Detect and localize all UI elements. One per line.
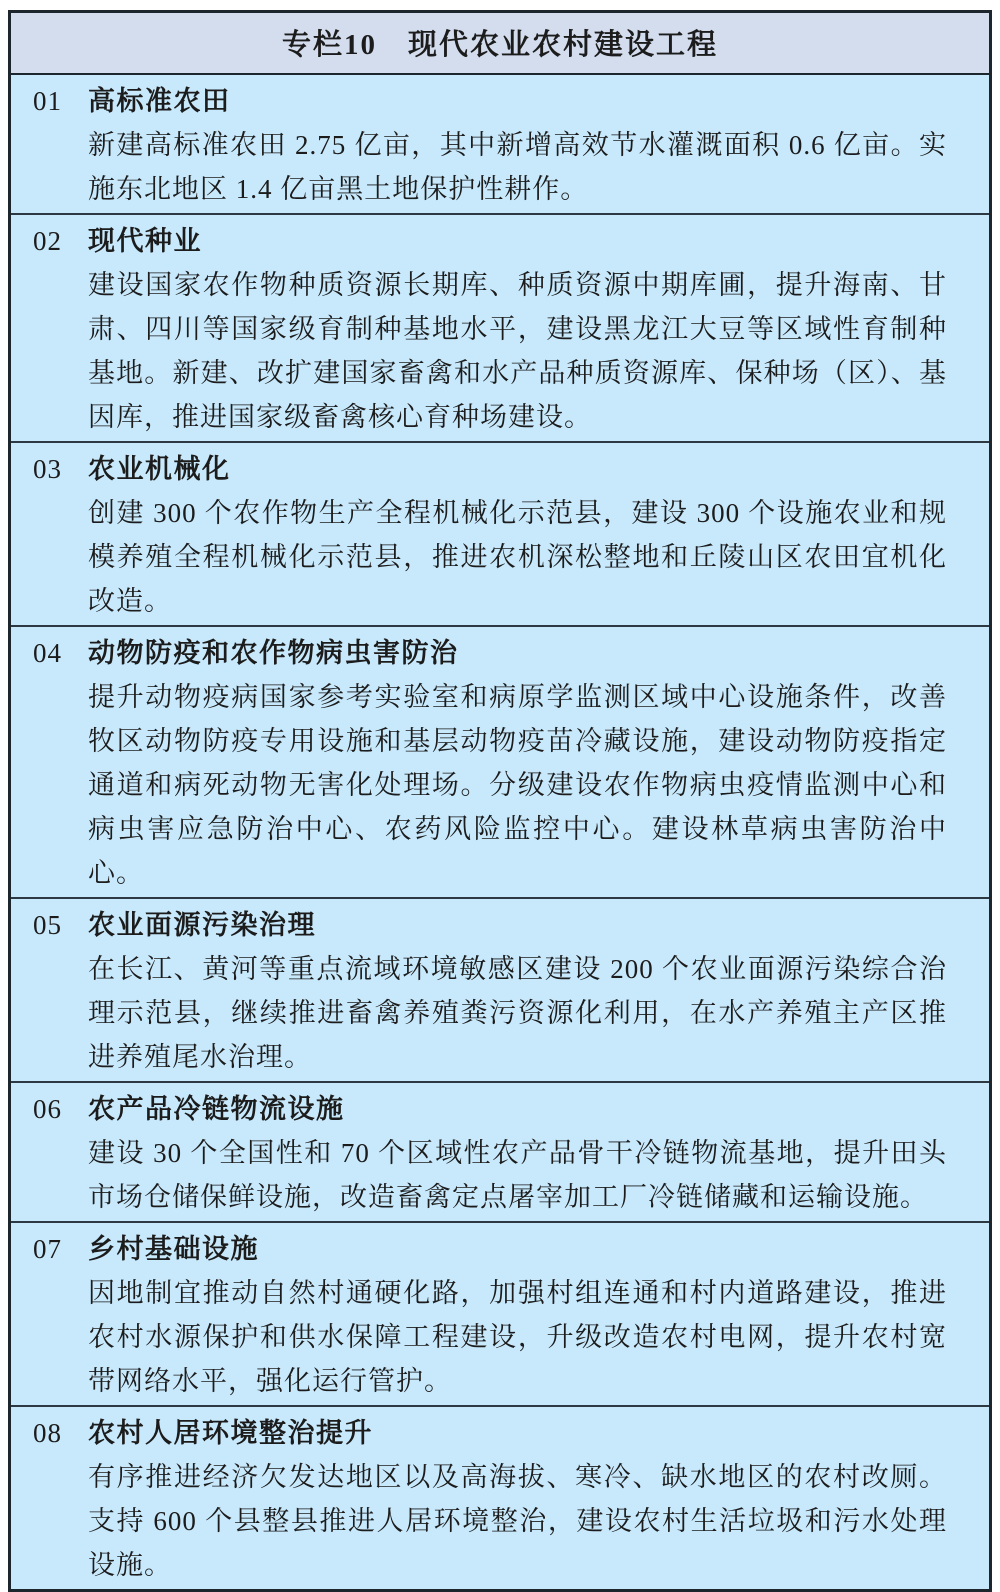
- section-number: 04: [33, 638, 62, 668]
- section-heading: 动物防疫和农作物病虫害防治: [88, 638, 459, 668]
- section-heading: 农村人居环境整治提升: [88, 1418, 373, 1448]
- section-heading-row: [33, 79, 947, 123]
- section-heading: 农产品冷链物流设施: [88, 1094, 345, 1124]
- section-heading-row: [33, 1227, 947, 1271]
- panel-title: 专栏10 现代农业农村建设工程: [11, 13, 989, 75]
- section-heading: 现代种业: [88, 226, 202, 256]
- section-body: 创建 300 个农作物生产全程机械化示范县，建设 300 个设施农业和规模养殖全程机械化示范县，推进农机深松整地和丘陵山区农田宜机化改造。: [88, 498, 947, 616]
- section-number: 06: [33, 1094, 62, 1124]
- section-number: 07: [33, 1234, 62, 1264]
- section-01: [11, 75, 989, 215]
- section-03: [11, 443, 989, 627]
- section-08: [11, 1407, 989, 1589]
- section-heading-row: [33, 903, 947, 947]
- section-number: 01: [33, 86, 62, 116]
- section-heading: 乡村基础设施: [88, 1234, 259, 1264]
- section-number: 02: [33, 226, 62, 256]
- section-body: 建设国家农作物种质资源长期库、种质资源中期库圃，提升海南、甘肃、四川等国家级育制种基地水平，建设黑龙江大豆等区域性育制种基地。新建、改扩建国家畜禽和水产品种质资源库、保种场（区）、基因库，推进国家级畜禽核心育种场建设。: [88, 270, 947, 432]
- section-number: 05: [33, 910, 62, 940]
- section-number: 08: [33, 1418, 62, 1448]
- section-heading-row: [33, 219, 947, 263]
- section-heading: 农业面源污染治理: [88, 910, 316, 940]
- plan-box: [8, 10, 992, 1592]
- section-body: 有序推进经济欠发达地区以及高海拔、寒冷、缺水地区的农村改厕。支持 600 个县整县推进人居环境整治，建设农村生活垃圾和污水处理设施。: [88, 1462, 947, 1580]
- section-05: [11, 899, 989, 1083]
- section-04: [11, 627, 989, 899]
- section-number: 03: [33, 454, 62, 484]
- section-07: [11, 1223, 989, 1407]
- section-heading-row: [33, 1087, 947, 1131]
- section-06: [11, 1083, 989, 1223]
- section-heading-row: [33, 631, 947, 675]
- section-heading-row: [33, 1411, 947, 1455]
- section-body: 在长江、黄河等重点流域环境敏感区建设 200 个农业面源污染综合治理示范县，继续推进畜禽养殖粪污资源化利用，在水产养殖主产区推进养殖尾水治理。: [88, 954, 947, 1072]
- section-body: 提升动物疫病国家参考实验室和病原学监测区域中心设施条件，改善牧区动物防疫专用设施和基层动物疫苗冷藏设施，建设动物防疫指定通道和病死动物无害化处理场。分级建设农作物病虫疫情监测中心和病虫害应急防治中心、农药风险监控中心。建设林草病虫害防治中心。: [88, 682, 947, 888]
- section-02: [11, 215, 989, 443]
- section-heading: 农业机械化: [88, 454, 231, 484]
- section-heading: 高标准农田: [88, 86, 231, 116]
- section-heading-row: [33, 447, 947, 491]
- section-body: 建设 30 个全国性和 70 个区域性农产品骨干冷链物流基地，提升田头市场仓储保鲜设施，改造畜禽定点屠宰加工厂冷链储藏和运输设施。: [88, 1138, 947, 1212]
- section-body: 新建高标准农田 2.75 亿亩，其中新增高效节水灌溉面积 0.6 亿亩。实施东北地区 1.4 亿亩黑土地保护性耕作。: [88, 130, 947, 204]
- section-body: 因地制宜推动自然村通硬化路，加强村组连通和村内道路建设，推进农村水源保护和供水保障工程建设，升级改造农村电网，提升农村宽带网络水平，强化运行管护。: [88, 1278, 947, 1396]
